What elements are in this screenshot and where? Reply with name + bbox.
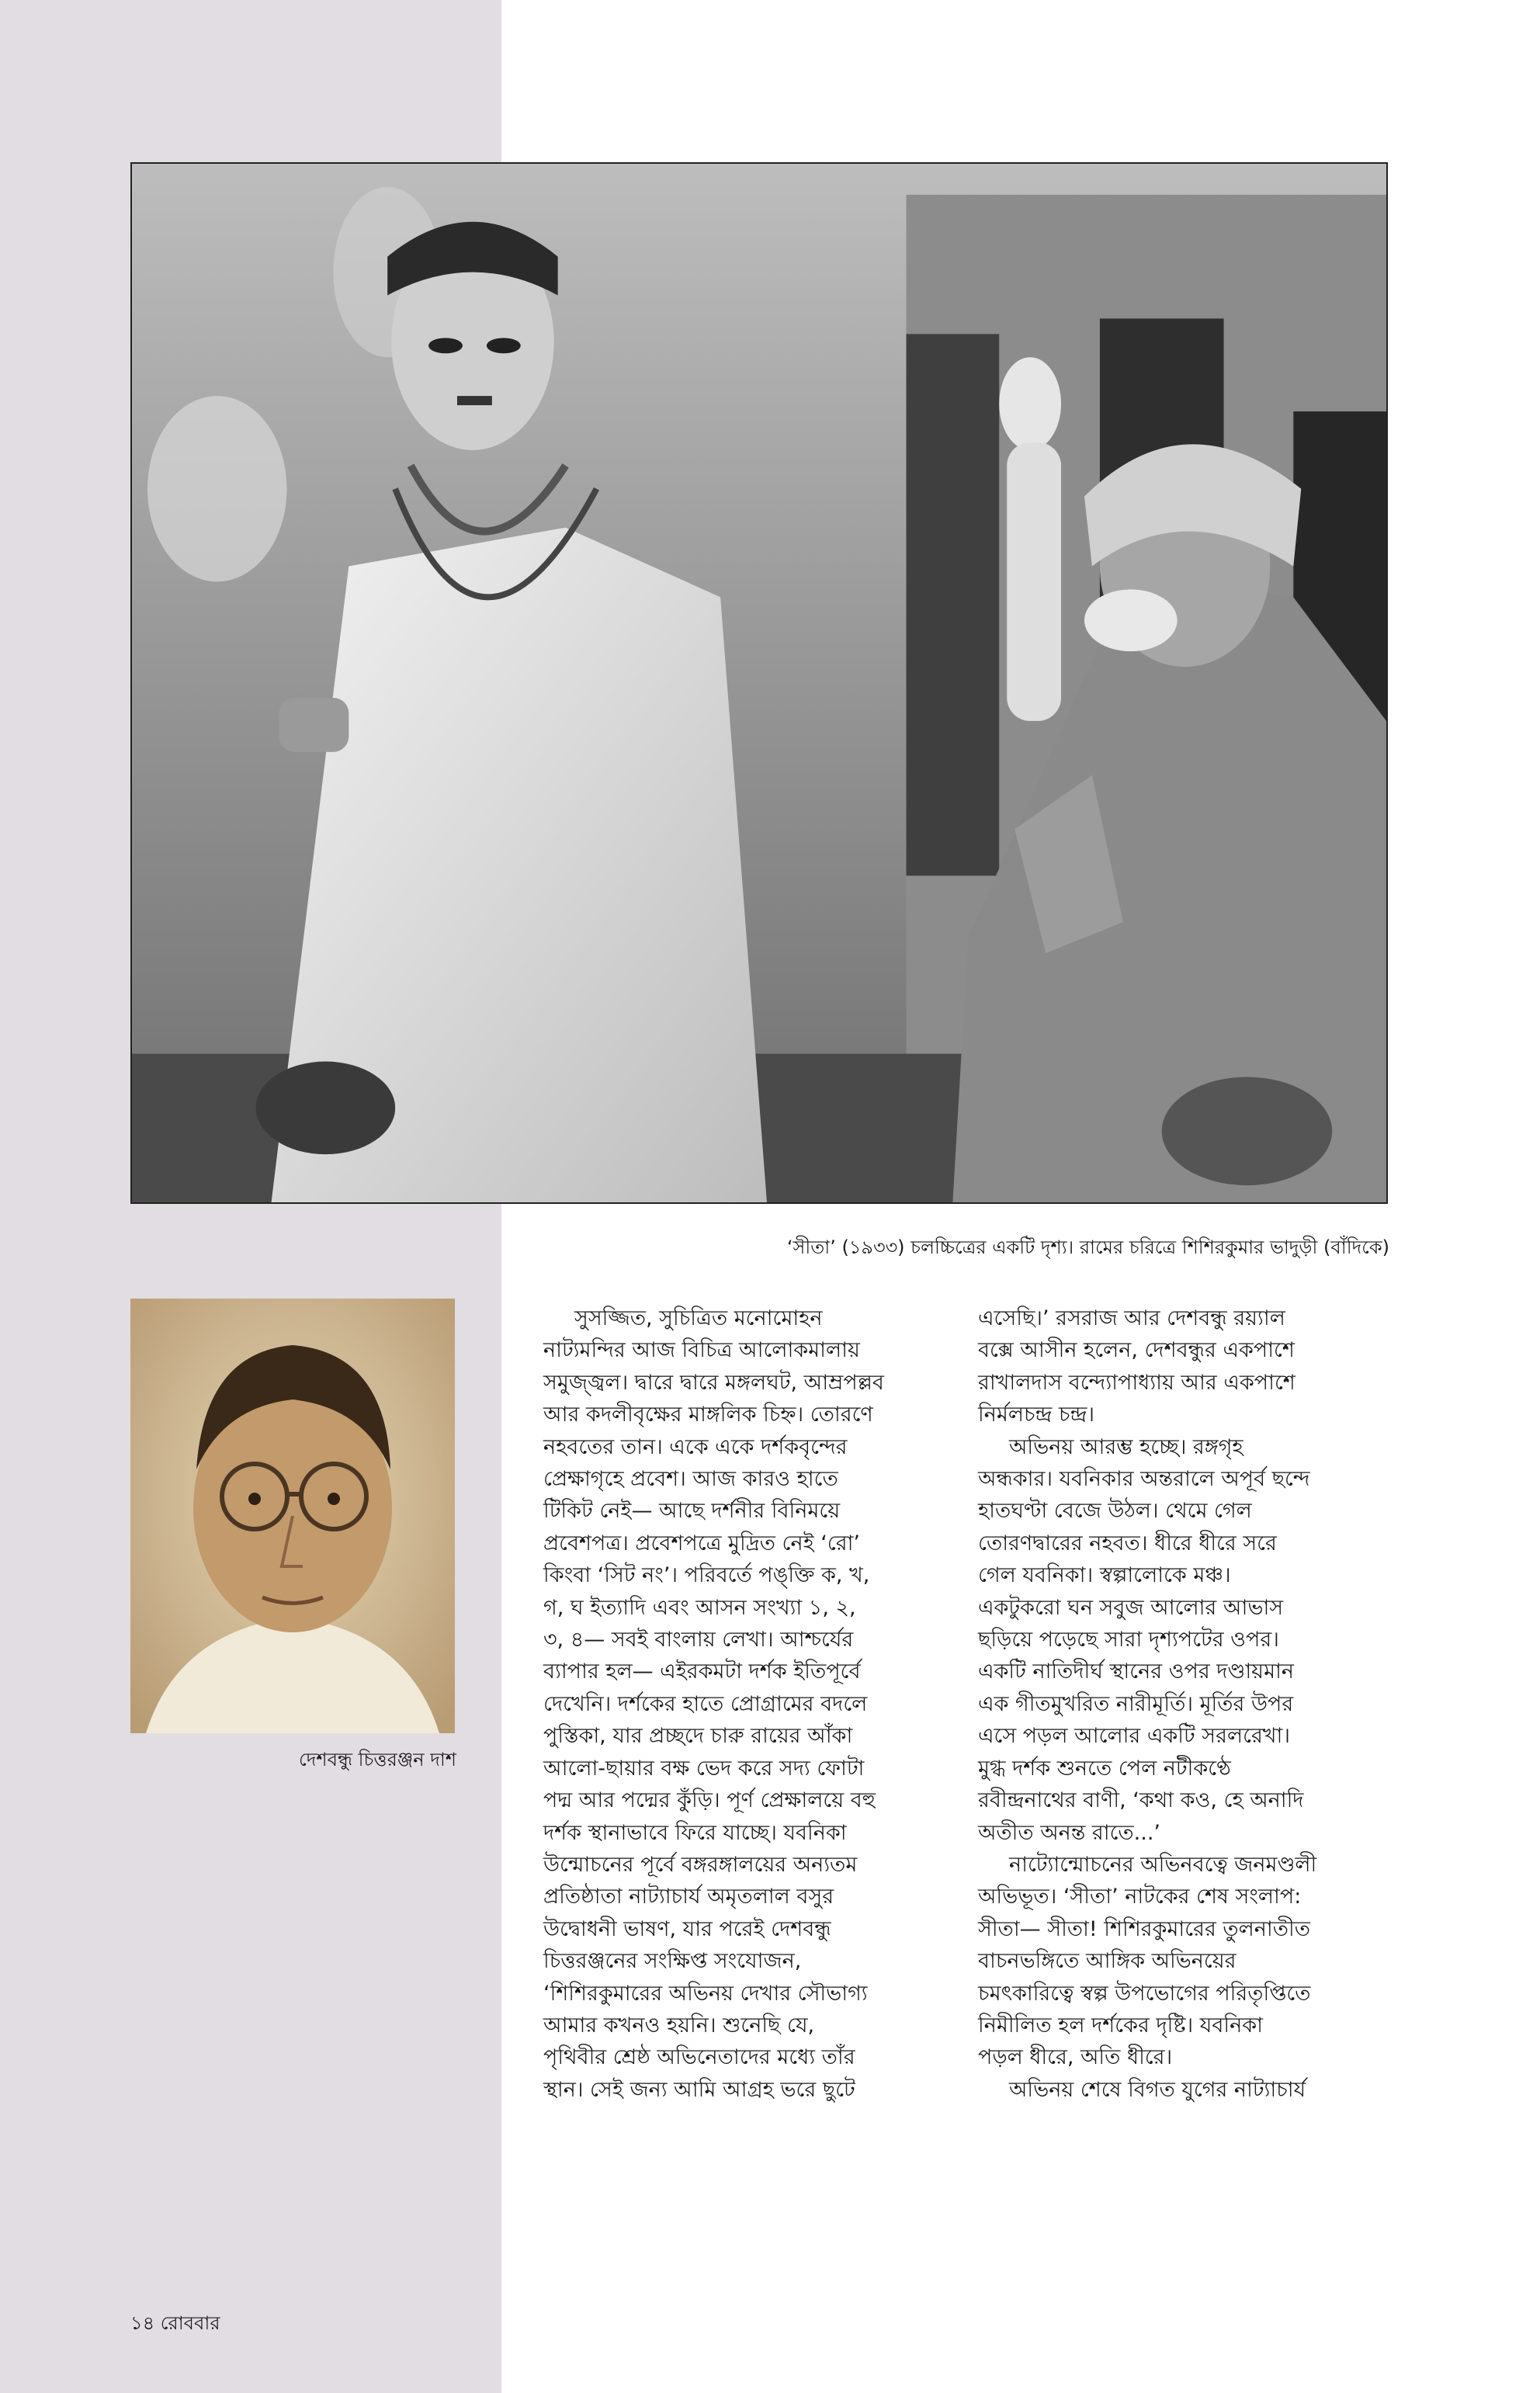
photo-caption: ‘সীতা’ (১৯৩৩) চলচ্চিত্রের একটি দৃশ্য। রামের চরিত্রে শিশিরকুমার ভাদুড়ী (বাঁদিকে): [786, 1236, 1389, 1258]
article-line: প্রতিষ্ঠাতা নাট্যাচার্য অমৃতলাল বসুর: [543, 1885, 834, 1909]
article-line: গ, ঘ ইত্যাদি এবং আসন সংখ্যা ১, ২,: [543, 1595, 856, 1620]
article-line: চমৎকারিত্বে স্বল্প উপভোগের পরিতৃপ্তিতে: [978, 1981, 1311, 2006]
article-line: তোরণদ্বারের নহবত। ধীরে ধীরে সরে: [978, 1531, 1277, 1555]
article-line: আমার কখনও হয়নি। শুনেছি যে,: [543, 2013, 815, 2038]
article-line: অতীত অনন্ত রাতে...’: [978, 1820, 1161, 1845]
article-line: পড়ল ধীরে, অতি ধীরে।: [978, 2045, 1173, 2070]
article-line: স্থান। সেই জন্য আমি আগ্রহ ভরে ছুটে: [543, 2077, 855, 2102]
article-line: প্রেক্ষাগৃহে প্রবেশ। আজ কারও হাতে: [543, 1467, 838, 1492]
article-line: অন্ধকার। যবনিকার অন্তরালে অপূর্ব ছন্দে: [978, 1467, 1310, 1492]
article-line: অভিনয় আরম্ভ হচ্ছে। রঙ্গগৃহ: [1009, 1434, 1243, 1459]
article-line: একটি নাতিদীর্ঘ স্থানের ওপর দণ্ডায়মান: [978, 1659, 1295, 1684]
article-line: দেখেনি। দর্শকের হাতে প্রোগ্রামের বদলে: [543, 1691, 868, 1716]
article-line: সমুজ্জ্বল। দ্বারে দ্বারে মঙ্গলঘট, আম্রপল্লব: [543, 1370, 884, 1395]
portrait-caption: দেশবন্ধু চিত্তরঞ্জন দাশ: [299, 1749, 456, 1770]
article-line: টিকিট নেই— আছে দর্শনীর বিনিময়ে: [543, 1499, 841, 1524]
article-line: বক্সে আসীন হলেন, দেশবন্ধুর একপাশে: [978, 1338, 1295, 1363]
article-line: গেল যবনিকা। স্বল্পালোকে মঞ্চ।: [978, 1563, 1231, 1588]
film-still-illustration: [132, 164, 1386, 1202]
article-line: উন্মোচনের পূর্বে বঙ্গরঙ্গালয়ের অন্যতম: [543, 1852, 858, 1877]
article-line: নহবতের তান। একে একে দর্শকবৃন্দের: [543, 1434, 848, 1459]
film-still-photo: [130, 162, 1388, 1204]
page-folio: ১৪ রোববার: [130, 2312, 220, 2334]
portrait-illustration: [130, 1299, 455, 1733]
article-line: কিংবা ‘সিট নং’। পরিবর্তে পঙ্‌ক্তি ক, খ,: [543, 1563, 870, 1588]
article-line: এসে পড়ল আলোর একটি সরলরেখা।: [978, 1724, 1291, 1749]
article-line: আলো-ছায়ার বক্ষ ভেদ করে সদ্য ফোটা: [543, 1756, 865, 1781]
article-line: নিমীলিত হল দর্শকের দৃষ্টি। যবনিকা: [978, 2013, 1263, 2038]
article-line: এক গীতমুখরিত নারীমূর্তি। মূর্তির উপর: [978, 1691, 1294, 1716]
article-line: প্রবেশপত্র। প্রবেশপত্রে মুদ্রিত নেই ‘রো’: [543, 1531, 861, 1555]
article-line: সুসজ্জিত, সুচিত্রিত মনোমোহন: [574, 1306, 823, 1330]
article-line: আর কদলীবৃক্ষের মাঙ্গলিক চিহ্ন। তোরণে: [543, 1403, 873, 1427]
article-line: বাচনভঙ্গিতে আঙ্গিক অভিনয়ের: [978, 1949, 1237, 1974]
article-line: পদ্ম আর পদ্মের কুঁড়ি। পূর্ণ প্রেক্ষালয়ে বহু: [543, 1788, 876, 1813]
article-line: ‘শিশিরকুমারের অভিনয় দেখার সৌভাগ্য: [543, 1981, 868, 2006]
article-line: একটুকরো ঘন সবুজ আলোর আভাস: [978, 1595, 1284, 1620]
article-line: সীতা— সীতা! শিশিরকুমারের তুলনাতীত: [978, 1916, 1310, 1941]
article-line: রাখালদাস বন্দ্যোপাধ্যায় আর একপাশে: [978, 1370, 1295, 1395]
article-line: ৩, ৪— সবই বাংলায় লেখা। আশ্চর্যের: [543, 1628, 854, 1653]
article-line: রবীন্দ্রনাথের বাণী, ‘কথা কও, হে অনাদি: [978, 1788, 1304, 1813]
article-line: মুগ্ধ দর্শক শুনতে পেল নটীকণ্ঠে: [978, 1756, 1231, 1781]
article-line: চিত্তরঞ্জনের সংক্ষিপ্ত সংযোজন,: [543, 1949, 802, 1974]
portrait-photo: [130, 1299, 455, 1733]
article-column-2: [978, 1302, 1413, 2106]
article-line: নির্মলচন্দ্র চন্দ্র।: [978, 1403, 1095, 1427]
article-line: পৃথিবীর শ্রেষ্ঠ অভিনেতাদের মধ্যে তাঁর: [543, 2045, 855, 2070]
article-line: ব্যাপার হল— এইরকমটা দর্শক ইতিপূর্বে: [543, 1659, 861, 1684]
article-line: নাট্যোন্মোচনের অভিনবত্বে জনমণ্ডলী: [1009, 1852, 1317, 1877]
article-line: নাট্যমন্দির আজ বিচিত্র আলোকমালায়: [543, 1338, 860, 1363]
article-line: ছড়িয়ে পড়েছে সারা দৃশ্যপটের ওপর।: [978, 1628, 1279, 1653]
article-column-1: [543, 1302, 978, 2106]
article-line: দর্শক স্থানাভাবে ফিরে যাচ্ছে। যবনিকা: [543, 1820, 847, 1845]
article-line: পুস্তিকা, যার প্রচ্ছদে চারু রায়ের আঁকা: [543, 1724, 853, 1749]
article-line: অভিনয় শেষে বিগত যুগের নাট্যাচার্য: [1009, 2077, 1306, 2102]
article-line: এসেছি।’ রসরাজ আর দেশবন্ধু রয়্যাল: [978, 1306, 1285, 1330]
article-line: হাতঘণ্টা বেজে উঠল। থেমে গেল: [978, 1499, 1252, 1524]
article-line: অভিভূত। ‘সীতা’ নাটকের শেষ সংলাপ:: [978, 1885, 1302, 1909]
article-line: উদ্বোধনী ভাষণ, যার পরেই দেশবন্ধু: [543, 1916, 831, 1941]
